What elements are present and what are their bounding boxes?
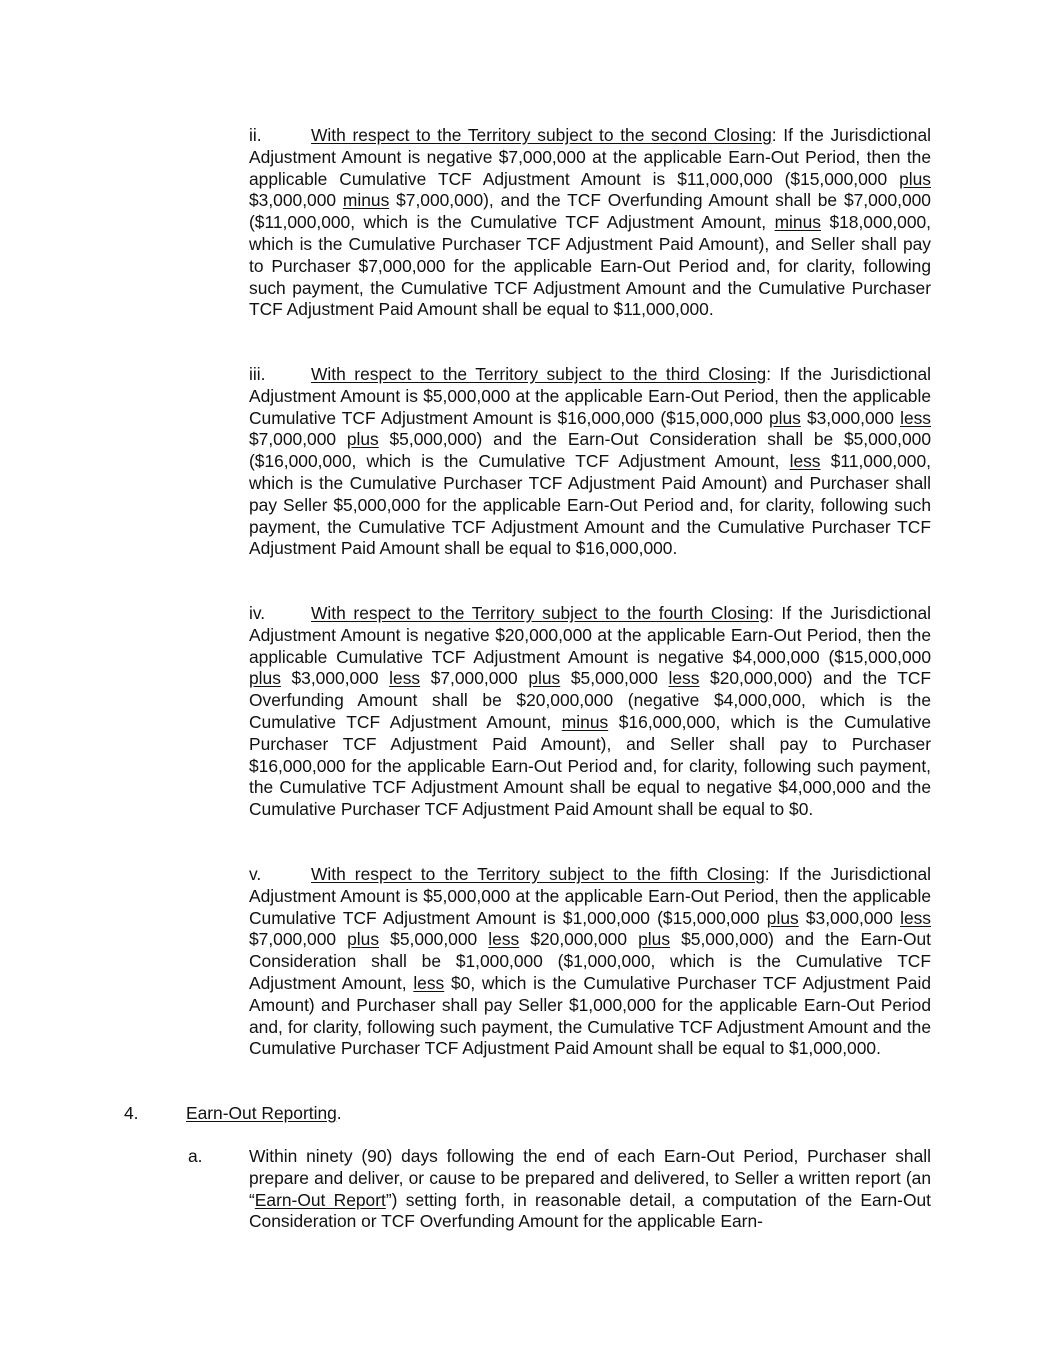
underlined-term: plus (528, 668, 561, 689)
underlined-term: less (900, 907, 932, 928)
clause-text: : If the Jurisdictional Adjustment Amount is negative $7,000,000 at the applicable Earn-Out Period, then the applicable Cumulative TCF Adjustment Amount is $11,000,000 ($15,000,000 (249, 125, 931, 189)
subsection-label: a. (188, 1146, 203, 1166)
clause-text: $7,000,000 (249, 929, 348, 950)
clause-text: $20,000,000 (519, 929, 639, 950)
section-title-period: . (336, 1103, 342, 1123)
underlined-term: less (413, 972, 445, 993)
underlined-term: plus (638, 929, 671, 950)
clause-iii (249, 364, 931, 560)
underlined-term: minus (774, 212, 821, 233)
clause-text: : If the Jurisdictional Adjustment Amount is negative $20,000,000 at the applicable Earn-Out Period, then the applicable Cumulative TCF Adjustment Amount is negative $4,000,000 ($15,000,000 (249, 603, 931, 667)
underlined-term: less (789, 451, 821, 472)
subsection-text: ”) setting forth, in reasonable detail, a computation of the Earn-Out Consideration or TCF Overfunding Amount for the applicable Earn- (249, 1189, 931, 1232)
clause-text: $3,000,000 (249, 190, 343, 211)
section-title: Earn-Out Reporting (186, 1103, 337, 1123)
clause-text: $5,000,000 (560, 668, 669, 689)
subsection-body (249, 1146, 931, 1233)
subsection-text: Within ninety (90) days following the end of each Earn-Out Period, Purchaser shall prepare and deliver, or cause to be prepared and delivered, to Seller a written report (an “ (249, 1146, 931, 1210)
clause-text: $16,000,000, which is the Cumulative Purchaser TCF Adjustment Paid Amount), and Seller shall pay to Purchaser $16,000,000 for the applicable Earn-Out Period and, for clarity, following such payment, the Cumulative TCF Adjustment Amount shall be equal to negative $4,000,000 and the Cumulative Purchaser TCF Adjustment Paid Amount shall be equal to $0. (249, 711, 931, 820)
underlined-term: plus (766, 907, 799, 928)
underlined-term: minus (342, 190, 390, 211)
clause-iv (249, 603, 931, 821)
clause-text: $3,000,000 (280, 668, 390, 689)
clause-heading: With respect to the Territory subject to the third Closing (311, 364, 767, 384)
clause-number: iii. (249, 364, 266, 384)
clause-text: $3,000,000 (798, 907, 901, 928)
section-number: 4. (124, 1103, 139, 1123)
clause-text: $7,000,000 (420, 668, 529, 689)
underlined-term: less (389, 668, 421, 689)
underlined-term: less (488, 929, 520, 950)
clause-text: $5,000,000) and the Earn-Out Consideration shall be $1,000,000 ($1,000,000, which is the Cumulative TCF Adjustment Amount, (249, 929, 931, 993)
clause-heading: With respect to the Territory subject to the fourth Closing (311, 603, 769, 623)
clause-heading: With respect to the Territory subject to the second Closing (311, 125, 772, 145)
clause-text: : If the Jurisdictional Adjustment Amount is $5,000,000 at the applicable Earn-Out Period, then the applicable Cumulative TCF Adjustment Amount is $16,000,000 ($15,000,000 (249, 364, 931, 428)
underlined-term: plus (346, 429, 379, 450)
underlined-term: less (900, 407, 932, 428)
clause-text: $3,000,000 (800, 407, 901, 428)
section-4-heading (124, 1103, 342, 1125)
clause-text: $20,000,000) and the TCF Overfunding Amount shall be $20,000,000 (negative $4,000,000, which is the Cumulative TCF Adjustment Amount, (249, 668, 932, 732)
clause-text: $7,000,000), and the TCF Overfunding Amount shall be $7,000,000 ($11,000,000, which is the Cumulative TCF Adjustment Amount, (249, 190, 931, 233)
clause-number: ii. (249, 125, 262, 145)
clause-text: $0, which is the Cumulative Purchaser TCF Adjustment Paid Amount) and Purchaser shall pay Seller $1,000,000 for the applicable Earn-Out Period and, for clarity, following such payment, the Cumulative TCF Adjustment Amount and the Cumulative Purchaser TCF Adjustment Paid Amount shall be equal to $1,000,000. (249, 972, 931, 1059)
clause-text: $5,000,000) and the Earn-Out Consideration shall be $5,000,000 ($16,000,000, which is the Cumulative TCF Adjustment Amount, (249, 429, 932, 472)
underlined-term: plus (347, 929, 380, 950)
clause-text: : If the Jurisdictional Adjustment Amount is $5,000,000 at the applicable Earn-Out Period, then the applicable Cumulative TCF Adjustment Amount is $1,000,000 ($15,000,000 (249, 864, 931, 928)
underlined-term: less (668, 668, 700, 689)
clause-heading: With respect to the Territory subject to the fifth Closing (311, 864, 765, 884)
underlined-term: plus (249, 668, 281, 689)
clause-text: $18,000,000, which is the Cumulative Purchaser TCF Adjustment Paid Amount), and Seller shall pay to Purchaser $7,000,000 for the applicable Earn-Out Period and, for clarity, following such payment, the Cumulative TCF Adjustment Amount and the Cumulative Purchaser TCF Adjustment Paid Amount shall be equal to $11,000,000. (249, 212, 931, 320)
clause-text: $7,000,000 (249, 429, 347, 450)
clause-number: iv. (249, 603, 266, 623)
clause-text: $11,000,000, which is the Cumulative Purchaser TCF Adjustment Paid Amount) and Purchaser shall pay Seller $5,000,000 for the applicable Earn-Out Period and, for clarity, following such payment, the Cumulative TCF Adjustment Amount and the Cumulative Purchaser TCF Adjustment Paid Amount shall be equal to $16,000,000. (249, 451, 931, 559)
underlined-term: plus (768, 407, 801, 428)
clause-v (249, 864, 931, 1060)
underlined-term: plus (899, 168, 931, 189)
clause-number: v. (249, 864, 262, 884)
subsection-a (188, 1146, 931, 1233)
clause-text: $5,000,000 (379, 929, 489, 950)
clause-ii (249, 125, 931, 321)
underlined-term: minus (561, 711, 609, 732)
defined-term: Earn-Out Report (254, 1189, 386, 1210)
